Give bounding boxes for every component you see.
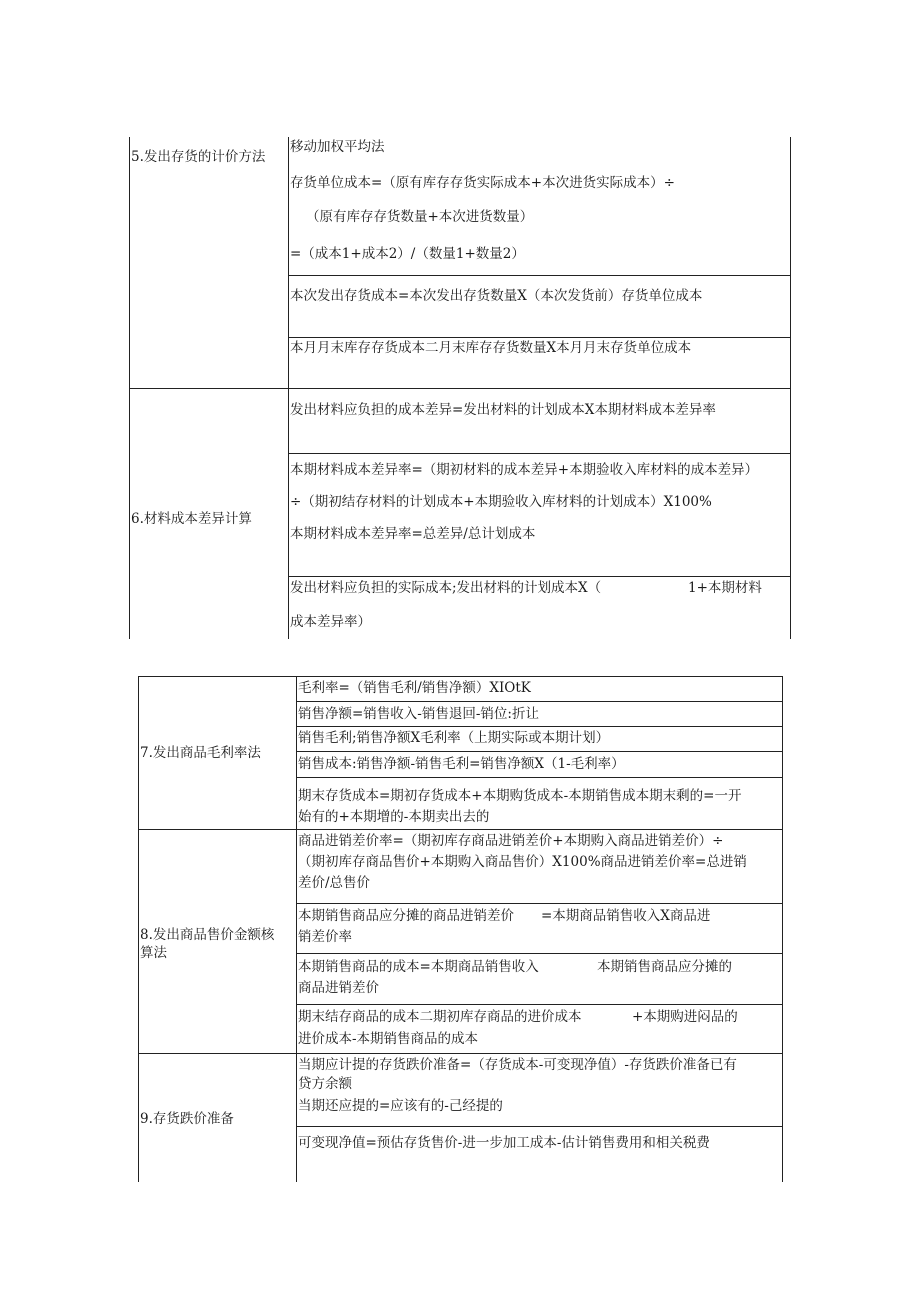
row-divider bbox=[296, 1004, 783, 1005]
section-label: 算法 bbox=[140, 945, 167, 961]
cell-text: （原有库存存货数量+本次进货数量） bbox=[306, 209, 534, 225]
cell-text: =本期商品销售收入X商品进 bbox=[541, 908, 711, 924]
row-divider bbox=[288, 576, 791, 577]
cell-text: 始有的+本期增的-本期卖出去的 bbox=[298, 809, 490, 825]
cell-text: +本期购进闷品的 bbox=[632, 1009, 738, 1025]
table2-left-border bbox=[138, 676, 139, 1182]
cell-text: 本月月末库存存货成本二月末库存存货数量X本月月末存货单位成本 bbox=[290, 340, 692, 356]
cell-text: 贷方余额 bbox=[298, 1076, 352, 1092]
cell-text: 本期材料成本差异率=（期初材料的成本差异+本期验收入库材料的成本差异） bbox=[290, 462, 759, 478]
section-label: 9.存货跌价准备 bbox=[140, 1111, 234, 1127]
cell-text: ÷（期初结存材料的计划成本+本期验收入库材料的计划成本）X100% bbox=[290, 494, 712, 510]
cell-text: 当期还应提的=应该有的-己经提的 bbox=[298, 1098, 503, 1114]
row-divider bbox=[296, 953, 783, 954]
table2-top-border bbox=[138, 676, 783, 677]
cell-text: 期末结存商品的成本二期初库存商品的进价成本 bbox=[298, 1009, 582, 1025]
row-divider bbox=[288, 453, 791, 454]
section-label: 6.材料成本差异计算 bbox=[131, 511, 252, 527]
row-divider bbox=[296, 701, 783, 702]
cell-text: 发出材料应负担的成本差异=发出材料的计划成本X本期材料成本差异率 bbox=[290, 402, 716, 418]
cell-text: 本期材料成本差异率=总差异/总计划成本 bbox=[290, 526, 536, 542]
cell-text: 本期销售商品的成本=本期商品销售收入 bbox=[298, 959, 539, 975]
cell-text: 进价成本-本期销售商品的成本 bbox=[298, 1031, 479, 1047]
cell-text: 可变现净值=预估存货售价-进一步加工成本-估计销售费用和相关税费 bbox=[298, 1135, 710, 1151]
section-divider bbox=[129, 388, 791, 389]
cell-text: 移动加权平均法 bbox=[290, 139, 385, 155]
cell-text: 差价/总售价 bbox=[298, 875, 371, 891]
cell-text: 本期销售商品应分摊的 bbox=[597, 959, 732, 975]
section-divider bbox=[138, 1053, 783, 1054]
cell-text: 期末存货成本=期初存货成本+本期购货成本-本期销售成本期末剩的=一开 bbox=[298, 788, 742, 804]
cell-text: 本次发出存货成本=本次发出存货数量X（本次发货前）存货单位成本 bbox=[290, 288, 703, 304]
cell-text: =（成本1+成本2）/（数量1+数量2） bbox=[290, 246, 525, 262]
row-divider bbox=[296, 777, 783, 778]
cell-text: 商品进销差价 bbox=[298, 980, 379, 996]
cell-text: 商品进销差价率=（期初库存商品进销差价+本期购入商品进销差价）÷ bbox=[298, 833, 724, 849]
section-label: 5.发出存货的计价方法 bbox=[131, 149, 266, 165]
cell-text: 销差价率 bbox=[298, 929, 352, 945]
cell-text: 发出材料应负担的实际成本;发出材料的计划成本X（ bbox=[290, 580, 602, 596]
row-divider bbox=[288, 337, 791, 338]
cell-text: 1+本期材料 bbox=[688, 580, 762, 596]
row-divider bbox=[296, 726, 783, 727]
row-divider bbox=[288, 275, 791, 276]
section-label: 8.发出商品售价金额核 bbox=[140, 927, 275, 943]
section-divider bbox=[138, 829, 783, 830]
cell-text: 销售净额=销售收入-销售退回-销位:折让 bbox=[298, 706, 539, 722]
cell-text: 销售成本:销售净额-销售毛利=销售净额X（1-毛利率） bbox=[298, 756, 625, 772]
section-label: 7.发出商品毛利率法 bbox=[140, 745, 261, 761]
cell-text: 当期应计提的存货跌价准备=（存货成本-可变现净值）-存货跌价准备已有 bbox=[298, 1057, 737, 1073]
row-divider bbox=[296, 751, 783, 752]
cell-text: （期初库存商品售价+本期购入商品售价）X100%商品进销差价率=总进销 bbox=[298, 854, 747, 870]
cell-text: 成本差异率） bbox=[290, 614, 371, 630]
cell-text: 存货单位成本=（原有库存存货实际成本+本次进货实际成本）÷ bbox=[290, 175, 675, 191]
row-divider bbox=[296, 903, 783, 904]
row-divider bbox=[296, 1126, 783, 1127]
cell-text: 销售毛利;销售净额X毛利率（上期实际或本期计划） bbox=[298, 730, 610, 746]
cell-text: 毛利率=（销售毛利/销售净额）XIOtK bbox=[298, 680, 531, 696]
cell-text: 本期销售商品应分摊的商品进销差价 bbox=[298, 908, 514, 924]
